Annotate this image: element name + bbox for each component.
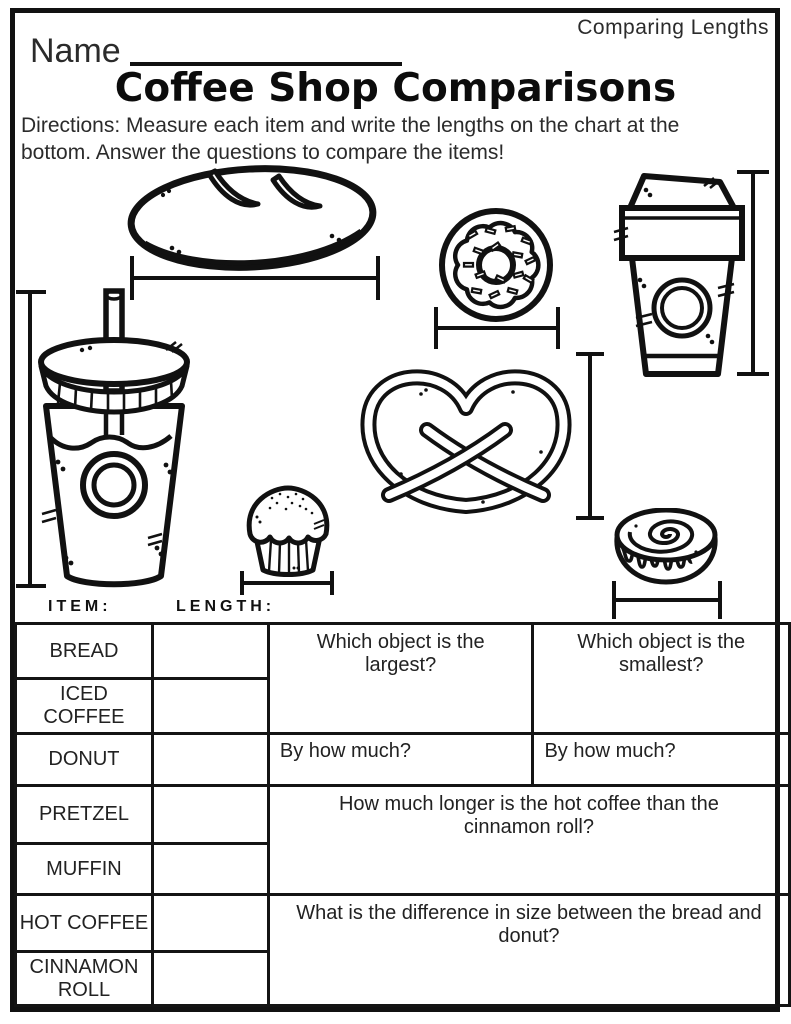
hot-coffee-illustration [612,168,752,378]
corner-label: Comparing Lengths [577,16,769,39]
length-cell-donut[interactable] [152,734,268,786]
item-label-pretzel: PRETZEL [16,786,153,844]
question-smallest[interactable] [533,624,790,734]
name-label: Name [30,32,121,70]
question-by-how-much-right-text: By how much? [544,740,676,762]
question-hot-coffee-vs-cinnamon-roll[interactable] [268,786,789,895]
item-label-bread: BREAD [16,624,153,679]
length-cell-cinnamon-roll[interactable] [152,952,268,1006]
length-cell-bread[interactable] [152,624,268,679]
length-column-header: LENGTH: [176,598,276,615]
item-label-cinnamon-roll: CINNAMON ROLL [16,952,153,1006]
donut-illustration [438,207,556,323]
question-by-how-much-right[interactable] [533,734,790,786]
pretzel-measurement-line [576,354,604,518]
question-by-how-much-left-text: By how much? [279,740,412,762]
length-cell-iced-coffee[interactable] [152,679,268,734]
item-label-muffin: MUFFIN [16,844,153,895]
item-label-donut: DONUT [16,734,153,786]
question-largest-text: Which object is the largest? [316,631,485,676]
directions-text: Directions: Measure each item and write the lengths on the chart at the bottom. Answer the questions to compare the items! [21,114,680,164]
muffin-illustration [242,482,335,579]
page-title: Coffee Shop Comparisons [114,66,677,111]
cinnamon-roll-illustration [610,508,722,592]
length-cell-pretzel[interactable] [152,786,268,844]
question-smallest-text: Which object is the smallest? [577,631,746,676]
comparison-table [14,622,791,1007]
question-largest[interactable] [268,624,533,734]
question-bread-vs-donut-text: What is the difference in size between the bread and donut? [296,902,762,947]
question-hot-coffee-vs-cinnamon-roll-text: How much longer is the hot coffee than the cinnamon roll? [338,793,719,838]
iced-coffee-illustration [38,286,193,588]
pretzel-illustration [355,356,577,531]
item-label-iced-coffee: ICED COFFEE [16,679,153,734]
length-cell-hot-coffee[interactable] [152,895,268,952]
item-column-header: ITEM: [48,598,112,615]
length-cell-muffin[interactable] [152,844,268,895]
question-by-how-much-left[interactable] [268,734,533,786]
item-label-hot-coffee: HOT COFFEE [16,895,153,952]
bread-illustration [123,163,381,279]
question-bread-vs-donut[interactable] [268,895,789,1006]
